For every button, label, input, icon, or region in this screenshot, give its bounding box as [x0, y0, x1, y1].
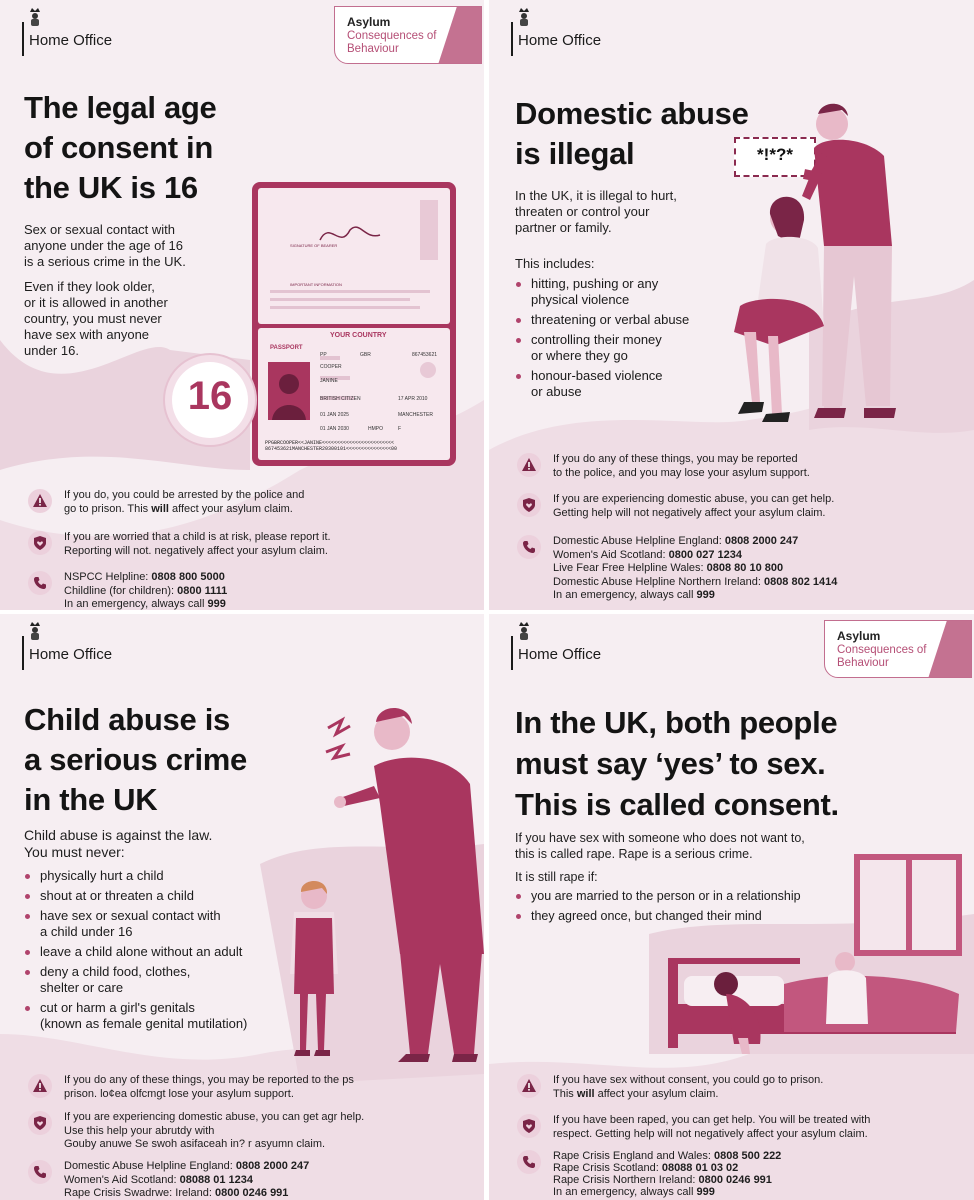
page-title: The legal age of consent in the UK is 16	[24, 90, 217, 205]
shield-heart-icon	[521, 497, 537, 513]
includes-label: This includes:	[515, 256, 595, 271]
crown-crest-icon	[517, 620, 531, 646]
poster-age-of-consent: Home Office Asylum Consequences of Behaviour The legal age of consent in the UK is 16 Sex or sexual contact with anyone under the age of 16 is a serious crime in the UK. Even if they look older, or it is allowed in another country, you must never have sex with anyone under 16. YOUR COUNTRY PASSPORT PP GBR 867453621 COOPER JANINE BRITISH CITIZEN 17 APR 2010 01 JAN 2025 MANCHESTER 01 JAN 2030 HMPO F SIGNATURE OF BEARER IMPORTANT INFORMATION PPGBRCOOPER<<JANINE<<<<<<<<<<<<<<<<<<<<<<<< 867453621MANCHESTER20300101<<<<<<<<<<<<<<<00 16 If you do, you could be arrested by the police and go to prison. This will affect your asylum claim. If you are worried that a child is at risk, please report it. Reporting will not. negatively affect your asylum claim. NSPCC Helpline: 0808 800 5000 Childline (for children): 0800 1111 In an emergency, always call 999	[0, 0, 484, 610]
brand-name: Home Office	[518, 646, 602, 663]
intro-text: If you have sex with someone who does not want to, this is called rape. Rape is a serious crime.	[515, 831, 805, 861]
passport-mrz: PPGBRCOOPER<<JANINE<<<<<<<<<<<<<<<<<<<<<<<< 867453621MANCHESTER20300101<<<<<<<<<<<<<<<00	[265, 440, 398, 452]
still-rape-label: It is still rape if:	[515, 870, 598, 884]
passport-country: YOUR COUNTRY	[330, 332, 387, 339]
never-list	[24, 868, 274, 1036]
speech-bubble-text: *!*?*	[757, 145, 793, 164]
list-item: honour-based violence or abuse	[515, 368, 735, 400]
series-subtitle: Consequences of Behaviour	[837, 644, 927, 669]
intro-text: Child abuse is against the law. You must never:	[24, 827, 213, 860]
passport-label: PASSPORT	[270, 345, 303, 351]
list-item: deny a child food, clothes, shelter or care	[24, 964, 274, 996]
list-item: cut or harm a girl's genitals (known as female genital mutilation)	[24, 1000, 274, 1032]
brand-name: Home Office	[518, 32, 602, 49]
age-badge-number: 16	[187, 374, 233, 418]
list-item: have sex or sexual contact with a child under 16	[24, 908, 274, 940]
poster-consent: Home Office Asylum Consequences of Behaviour In the UK, both people must say ‘yes’ to sex. This is called consent. If you have sex with someone who does not want to, this is called rape. Rape is a serious crime. It is still rape if: you are married to the person or in a relationship they agreed once, but changed their mind If you have sex without consent, you could go to prison. This will affect your asylum claim. If you have been raped, you can get help. You will be treated with respect. Getting help will not negatively affect your asylum claim. Rape Crisis England and Wales: 0808 500 222 Rape Crisis Scotland: 08088 01 03 02 Rape Crisis Northern Ireland: 0800 0246 991 In an emergency, always call 999	[489, 614, 974, 1200]
warning-triangle-icon	[521, 1078, 537, 1094]
series-title: Asylum	[347, 15, 391, 29]
phone-icon	[32, 1164, 48, 1180]
list-item: threatening or verbal abuse	[515, 312, 735, 328]
page-title: Domestic abuse is illegal	[515, 96, 749, 171]
list-item: they agreed once, but changed their mind	[515, 908, 835, 924]
intro-text: Sex or sexual contact with anyone under the age of 16 is a serious crime in the UK.	[24, 222, 186, 269]
phone-icon	[521, 1154, 537, 1170]
series-tag	[334, 6, 482, 64]
passport-illustration	[250, 180, 460, 470]
warning-triangle-icon	[521, 457, 537, 473]
page-title: In the UK, both people must say ‘yes’ to sex. This is called consent.	[515, 705, 839, 822]
brand-name: Home Office	[29, 646, 113, 663]
phone-icon	[521, 539, 537, 555]
shield-heart-icon	[32, 535, 48, 551]
list-item: physically hurt a child	[24, 868, 274, 884]
page-title: Child abuse is a serious crime in the UK	[24, 702, 247, 817]
crown-crest-icon	[28, 620, 42, 646]
poster-domestic-abuse: Home Office Domestic abuse is illegal In the UK, it is illegal to hurt, threaten or control your partner or family. This includes: hitting, pushing or any physical violence threatening or verbal abuse controlling their money or where they go honour-based violence or abuse *!*?* If you do any of these things, you may be reported to the police, and you may lose your asylum support. If you are experiencing domestic abuse, you can get help. Getting help will not negatively affect your asylum claim. Domestic Abuse Helpline England: 0808 2000 247 Women's Aid Scotland: 0800 027 1234 Live Fear Free Helpline Wales: 0808 80 10 800 Domestic Abuse Helpline Northern Ireland: 0808 802 1414 In an emergency, always call 999	[489, 0, 974, 610]
warning-triangle-icon	[32, 493, 48, 509]
intro-text: In the UK, it is illegal to hurt, threaten or control your partner or family.	[515, 188, 677, 235]
adult-child-illustration	[270, 694, 484, 1074]
warning-triangle-icon	[32, 1078, 48, 1094]
list-item: leave a child alone without an adult	[24, 944, 274, 960]
phone-icon	[32, 575, 48, 591]
shield-heart-icon	[32, 1115, 48, 1131]
series-subtitle: Consequences of Behaviour	[347, 30, 437, 55]
brand-name: Home Office	[29, 32, 113, 49]
bedroom-illustration	[664, 854, 969, 1054]
body-text: Even if they look older, or it is allowed in another country, you must never have sex with anyone under 16.	[24, 279, 168, 358]
crown-crest-icon	[28, 6, 42, 32]
abuse-list	[515, 276, 735, 404]
list-item: hitting, pushing or any physical violence	[515, 276, 735, 308]
list-item: shout at or threaten a child	[24, 888, 274, 904]
series-tag	[824, 620, 972, 678]
list-item: you are married to the person or in a relationship	[515, 888, 835, 904]
list-item: controlling their money or where they go	[515, 332, 735, 364]
crown-crest-icon	[517, 6, 531, 32]
couple-illustration	[714, 96, 964, 436]
poster-child-abuse: Home Office Child abuse is a serious crime in the UK Child abuse is against the law. You must never: physically hurt a child shout at or threaten a child have sex or sexual contact with a child under 16 leave a child alone without an adult deny a child food, clothes, shelter or care cut or harm a girl's genitals (known as female genital mutilation) If you do any of these things, you may be reported to the ps prison. lo¢ea olfcmgt lose your asylum support. If you are experiencing domestic abuse, you can get agr help. Use this help your abrutdy with Gouby anuwe Se swoh asifaceah in? r asyumn claim. Domestic Abuse Helpline England: 0808 2000 247 Women's Aid Scotland: 08088 01 1234 Rape Crisis Swadrwe: Ireland: 0800 0246 991	[0, 614, 484, 1200]
series-title: Asylum	[837, 629, 881, 643]
shield-heart-icon	[521, 1118, 537, 1134]
